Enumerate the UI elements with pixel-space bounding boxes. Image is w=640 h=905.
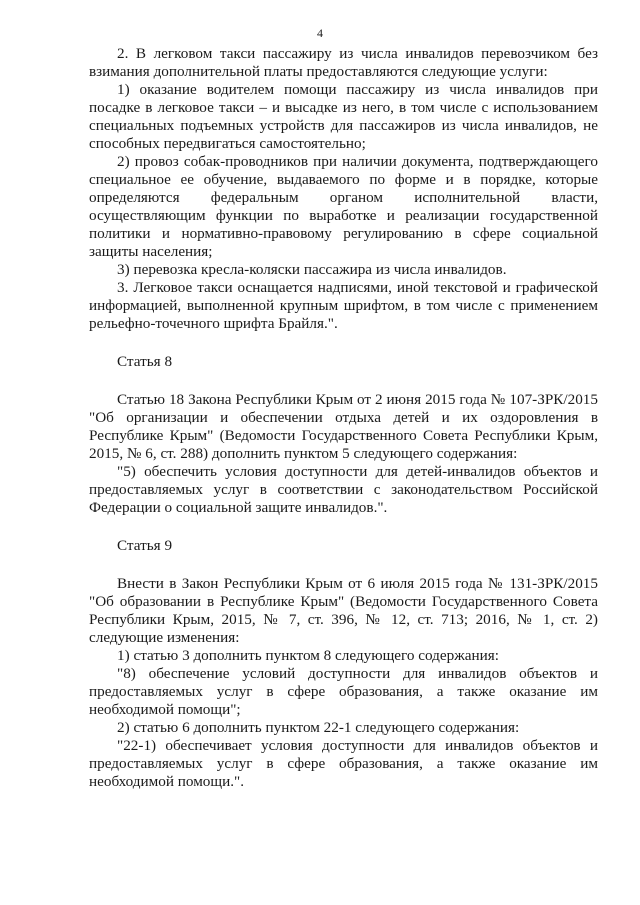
article-9-change-2: 2) статью 6 дополнить пунктом 22-1 следующего содержания: [117,719,520,736]
article-9-heading: Статья 9 [117,537,173,554]
paragraph-item-2: 2) провоз собак-проводников при наличии документа, подтверждающего специальное ее обучение, выдаваемого по форме и в порядке, которые определяются федеральным органом исполнительной власти, осуществляющим функции по выработке и реализации государственной политики и нормативно-правовому регулированию в сфере социальной защиты населения; [89,153,598,260]
article-9-quote-2: "22-1) обеспечивает условия доступности для инвалидов объектов и предоставляемых услуг в сфере образования, а также оказание им необходимой помощи.". [89,737,598,790]
article-9-change-1: 1) статью 3 дополнить пунктом 8 следующего содержания: [117,647,499,664]
page-number: 4 [317,26,323,40]
paragraph-2-intro: 2. В легковом такси пассажиру из числа инвалидов перевозчиком без взимания дополнительной платы предоставляются следующие услуги: [89,45,598,80]
article-8-heading: Статья 8 [117,353,173,370]
paragraph-item-3: 3) перевозка кресла-коляски пассажира из числа инвалидов. [117,261,507,278]
article-9-paragraph: Внести в Закон Республики Крым от 6 июля 2015 года № 131-ЗРК/2015 "Об образовании в Республике Крым" (Ведомости Государственного Совета Республики Крым, 2015, № 7, ст. 396, № 12, ст. 713; 2016, № 1, ст. 2) следующие изменения: [89,575,598,646]
document-body [89,45,598,791]
paragraph-3-signage: 3. Легковое такси оснащается надписями, иной текстовой и графической информацией, выполненной крупным шрифтом, в том числе с применением рельефно-точечного шрифта Брайля.". [89,279,598,332]
paragraph-item-1: 1) оказание водителем помощи пассажиру из числа инвалидов при посадке в легковое такси – и высадке из него, в том числе с использованием специальных подъемных устройств для пассажиров из числа инвалидов, не способных передвигаться самостоятельно; [89,81,598,152]
article-8-paragraph: Статью 18 Закона Республики Крым от 2 июня 2015 года № 107-ЗРК/2015 "Об организации и обеспечении отдыха детей и их оздоровления в Республике Крым" (Ведомости Государственного Совета Республики Крым, 2015, № 6, ст. 288) дополнить пунктом 5 следующего содержания: [89,391,598,462]
article-9-quote-1: "8) обеспечение условий доступности для инвалидов объектов и предоставляемых услуг в сфере образования, а также оказание им необходимой помощи"; [89,665,598,718]
article-8-quote: "5) обеспечить условия доступности для детей-инвалидов объектов и предоставляемых услуг в соответствии с законодательством Российской Федерации о социальной защите инвалидов.". [89,463,598,516]
